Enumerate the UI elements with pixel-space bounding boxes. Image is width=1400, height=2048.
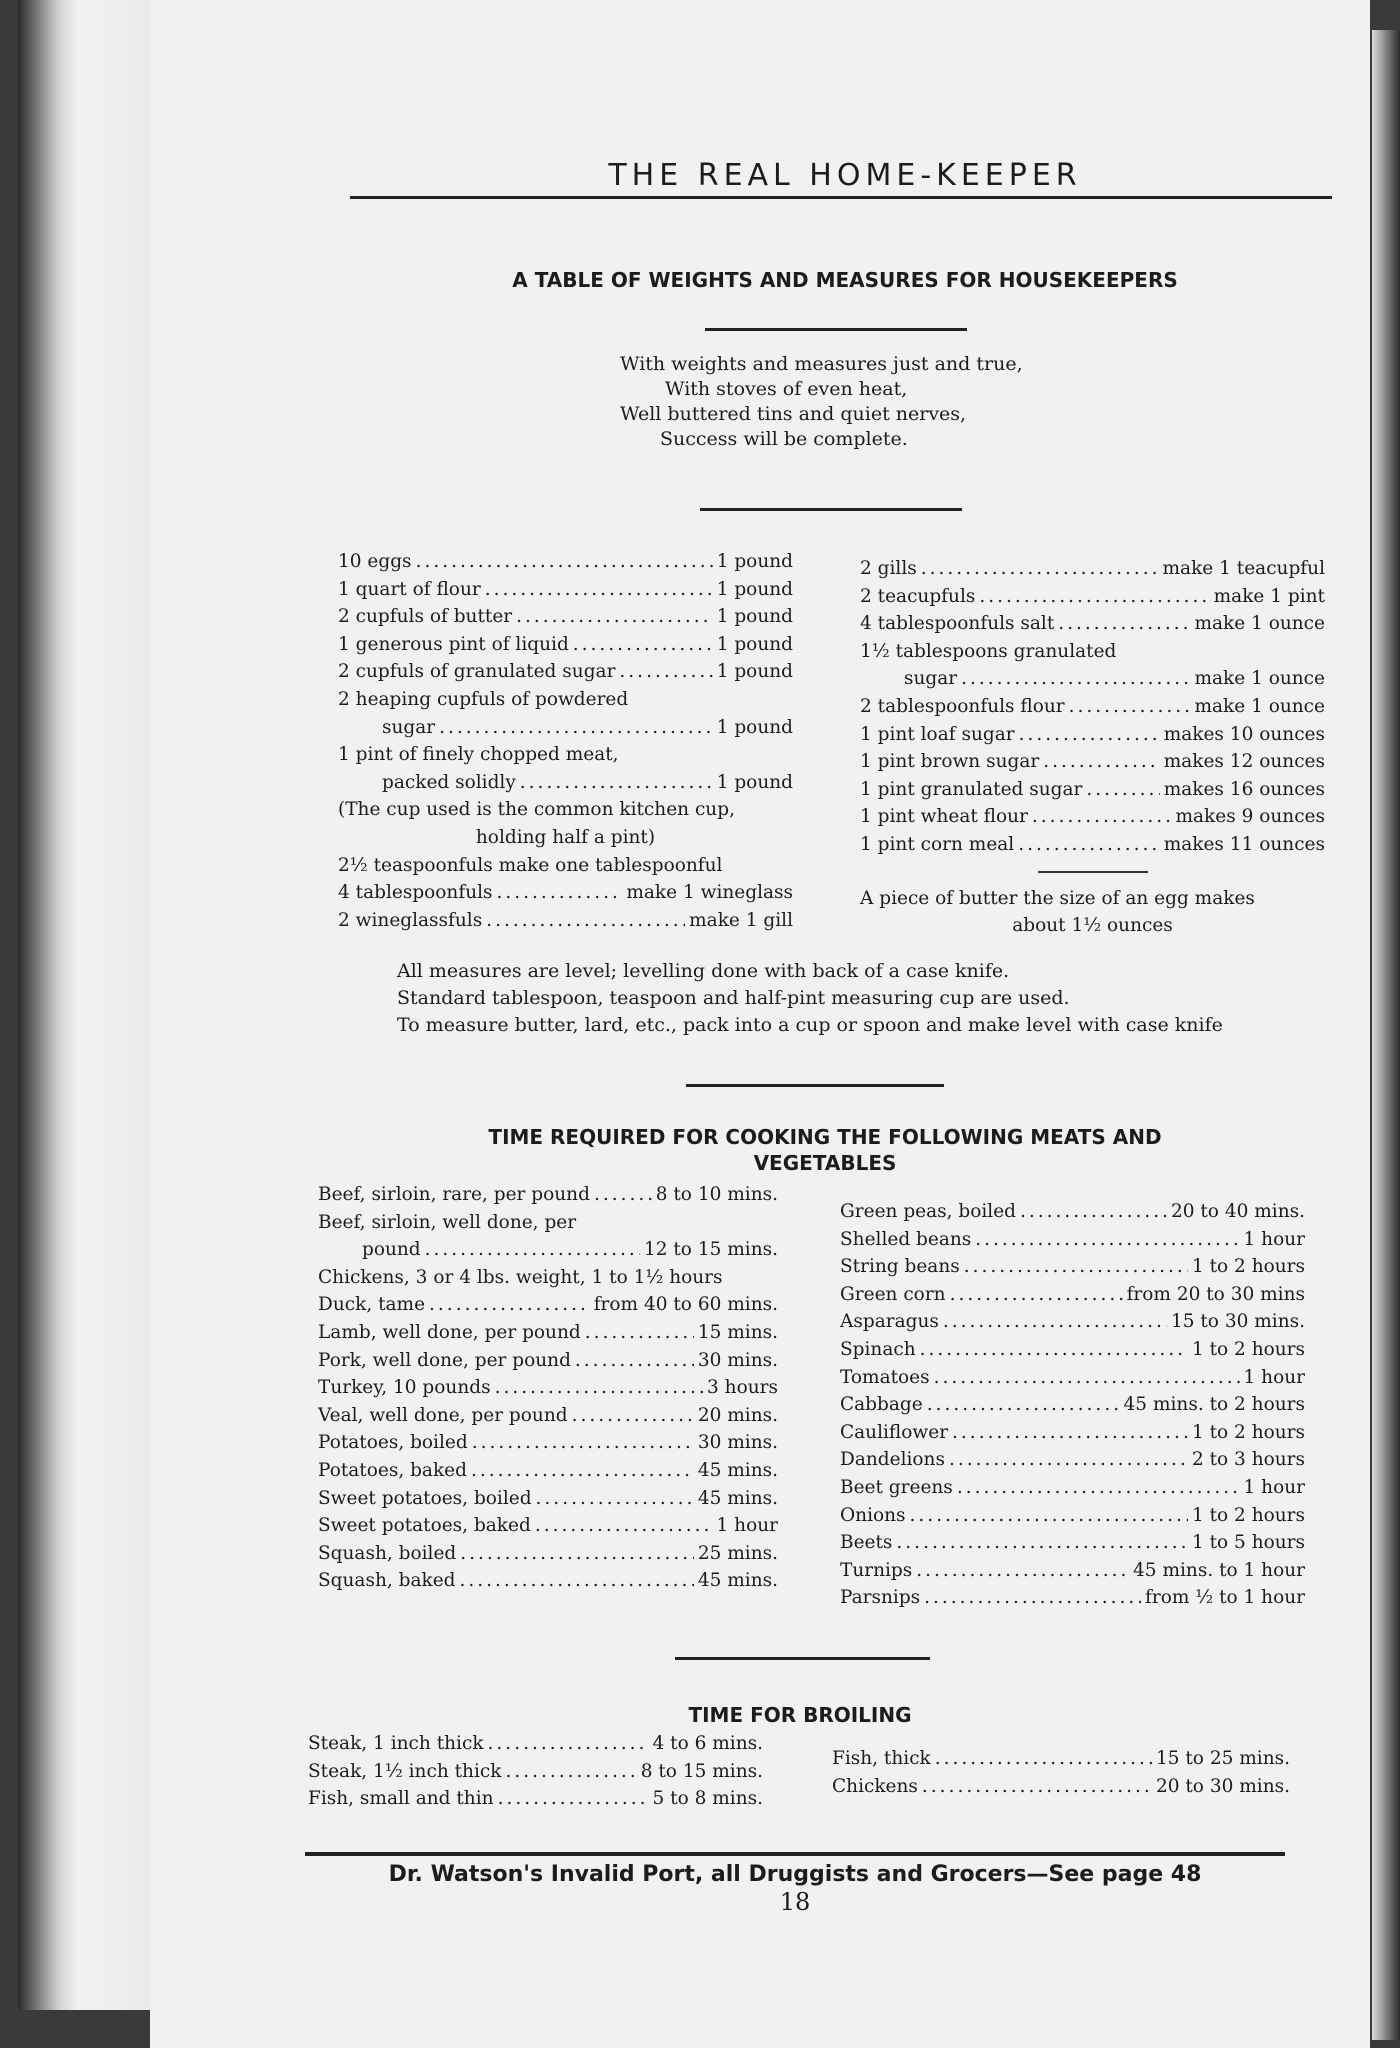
cooking-row: Cauliflower ..... 1 to 2 hours <box>840 1419 1305 1447</box>
book-binding-shadow <box>1372 30 1400 2040</box>
cooking-text: Beef, sirloin, well done, per <box>318 1211 577 1233</box>
cooking-row: Green corn ..... from 20 to 30 mins <box>840 1281 1305 1309</box>
cooking-row: Onions ..... 1 to 2 hours <box>840 1502 1305 1530</box>
cooking-row: Sweet potatoes, baked ..... 1 hour <box>318 1512 778 1540</box>
cooking-title-line: VEGETABLES <box>753 1151 897 1175</box>
cooking-row: Shelled beans ..... 1 hour <box>840 1226 1305 1254</box>
measure-row: sugar ..... make 1 ounce <box>860 665 1325 693</box>
note-line: Standard tablespoon, teaspoon and half-pint measuring cup are used. <box>397 987 1070 1009</box>
measure-text: 2 heaping cupfuls of powdered <box>338 688 629 710</box>
divider <box>1038 871 1148 873</box>
measure-row: 2 gills ..... make 1 teacupful <box>860 555 1325 583</box>
measure-row: 10 eggs ..... 1 pound <box>338 548 793 576</box>
cooking-row: Squash, baked ..... 45 mins. <box>318 1567 778 1595</box>
poem-line: Well buttered tins and quiet nerves, <box>620 403 967 425</box>
measure-row: 4 tablespoonfuls salt ..... make 1 ounce <box>860 610 1325 638</box>
cooking-row: Beef, sirloin, rare, per pound ..... 8 to 10 mins. <box>318 1181 778 1209</box>
cooking-row: Turkey, 10 pounds ..... 3 hours <box>318 1374 778 1402</box>
cooking-row: Duck, tame ..... from 40 to 60 mins. <box>318 1291 778 1319</box>
cooking-row: String beans ..... 1 to 2 hours <box>840 1253 1305 1281</box>
measure-row: 1 pint corn meal ..... makes 11 ounces <box>860 831 1325 859</box>
cup-note: holding half a pint) <box>475 826 656 848</box>
advertisement-footer: Dr. Watson's Invalid Port, all Druggists and Grocers—See page 48 <box>388 1862 1202 1887</box>
cooking-row: Cabbage ..... 45 mins. to 2 hours <box>840 1391 1305 1419</box>
cooking-row: Potatoes, boiled ..... 30 mins. <box>318 1429 778 1457</box>
cooking-text: Chickens, 3 or 4 lbs. weight, 1 to 1½ hours <box>318 1266 723 1288</box>
measure-row: 2 cupfuls of butter ..... 1 pound <box>338 603 793 631</box>
broiling-left-column <box>308 1730 763 1813</box>
cooking-row: Dandelions ..... 2 to 3 hours <box>840 1446 1305 1474</box>
divider <box>675 1657 930 1660</box>
cooking-row: Asparagus ..... 15 to 30 mins. <box>840 1308 1305 1336</box>
broiling-right-column <box>832 1745 1290 1800</box>
measure-row: 1 quart of flour ..... 1 pound <box>338 576 793 604</box>
page-number: 18 <box>779 1888 811 1916</box>
cooking-row: Veal, well done, per pound ..... 20 mins. <box>318 1402 778 1430</box>
measure-row: 2 teacupfuls ..... make 1 pint <box>860 583 1325 611</box>
header-rule <box>350 196 1332 199</box>
measure-row: 2 cupfuls of granulated sugar ..... 1 pound <box>338 658 793 686</box>
measure-row: 1 generous pint of liquid ..... 1 pound <box>338 631 793 659</box>
measure-row: 2 wineglassfuls ..... make 1 gill <box>338 907 793 935</box>
cooking-row: Tomatoes ..... 1 hour <box>840 1364 1305 1392</box>
poem <box>560 352 1120 452</box>
cooking-row: Potatoes, baked ..... 45 mins. <box>318 1457 778 1485</box>
butter-note: A piece of butter the size of an egg makes <box>860 887 1255 909</box>
cooking-row: Lamb, well done, per pound ..... 15 mins. <box>318 1319 778 1347</box>
cooking-row: pound ..... 12 to 15 mins. <box>318 1236 778 1264</box>
cooking-row: Beets ..... 1 to 5 hours <box>840 1529 1305 1557</box>
measure-text: 1½ tablespoons granulated <box>860 640 1117 662</box>
measure-row: sugar ..... 1 pound <box>338 714 793 742</box>
cooking-row: Squash, boiled ..... 25 mins. <box>318 1540 778 1568</box>
cooking-row: Pork, well done, per pound ..... 30 mins. <box>318 1347 778 1375</box>
measure-row: packed solidly ..... 1 pound <box>338 769 793 797</box>
meats-column <box>318 1181 778 1595</box>
measure-row: 1 pint granulated sugar ..... makes 16 ounces <box>860 776 1325 804</box>
divider <box>700 508 962 511</box>
vegetables-column <box>840 1198 1305 1612</box>
cooking-row: Beet greens ..... 1 hour <box>840 1474 1305 1502</box>
note-line: To measure butter, lard, etc., pack into a cup or spoon and make level with case knife <box>397 1014 1223 1036</box>
broiling-row: Steak, 1 inch thick ..... 4 to 6 mins. <box>308 1730 763 1758</box>
measure-text: 2½ teaspoonfuls make one tablespoonful <box>338 854 723 876</box>
broiling-title: TIME FOR BROILING <box>688 1703 912 1727</box>
divider <box>686 1084 944 1087</box>
divider <box>705 328 967 331</box>
cooking-row: Turnips ..... 45 mins. to 1 hour <box>840 1557 1305 1585</box>
cooking-row: Parsnips ..... from ½ to 1 hour <box>840 1584 1305 1612</box>
broiling-row: Fish, small and thin ..... 5 to 8 mins. <box>308 1785 763 1813</box>
measure-row: 1 pint loaf sugar ..... makes 10 ounces <box>860 721 1325 749</box>
butter-note: about 1½ ounces <box>1012 915 1173 937</box>
cooking-row: Spinach ..... 1 to 2 hours <box>840 1336 1305 1364</box>
note-line: All measures are level; levelling done with back of a case knife. <box>397 960 1010 982</box>
weights-right-column <box>860 555 1325 940</box>
measure-row: 1 pint brown sugar ..... makes 12 ounces <box>860 748 1325 776</box>
broiling-row: Fish, thick ..... 15 to 25 mins. <box>832 1745 1290 1773</box>
poem-line: With stoves of even heat, <box>665 378 908 400</box>
measure-row: 1 pint wheat flour ..... makes 9 ounces <box>860 803 1325 831</box>
poem-line: With weights and measures just and true, <box>620 353 1023 375</box>
cup-note: (The cup used is the common kitchen cup, <box>338 799 735 821</box>
left-page-edge <box>18 0 168 2010</box>
cooking-title-line: TIME REQUIRED FOR COOKING THE FOLLOWING MEATS AND <box>488 1125 1162 1149</box>
measure-row: 2 tablespoonfuls flour ..... make 1 ounce <box>860 693 1325 721</box>
footer-rule <box>305 1852 1285 1856</box>
broiling-row: Chickens ..... 20 to 30 mins. <box>832 1773 1290 1801</box>
measure-row: 4 tablespoonfuls ..... make 1 wineglass <box>338 879 793 907</box>
weights-title: A TABLE OF WEIGHTS AND MEASURES FOR HOUSEKEEPERS <box>512 268 1178 292</box>
measure-notes <box>397 958 1327 1039</box>
measure-text: 1 pint of finely chopped meat, <box>338 744 619 766</box>
cooking-row: Green peas, boiled ..... 20 to 40 mins. <box>840 1198 1305 1226</box>
cooking-title <box>330 1124 1320 1176</box>
running-head: THE REAL HOME-KEEPER <box>608 158 1082 193</box>
broiling-row: Steak, 1½ inch thick ..... 8 to 15 mins. <box>308 1758 763 1786</box>
poem-line: Success will be complete. <box>660 428 908 450</box>
cooking-row: Sweet potatoes, boiled ..... 45 mins. <box>318 1485 778 1513</box>
weights-left-column <box>338 548 793 934</box>
